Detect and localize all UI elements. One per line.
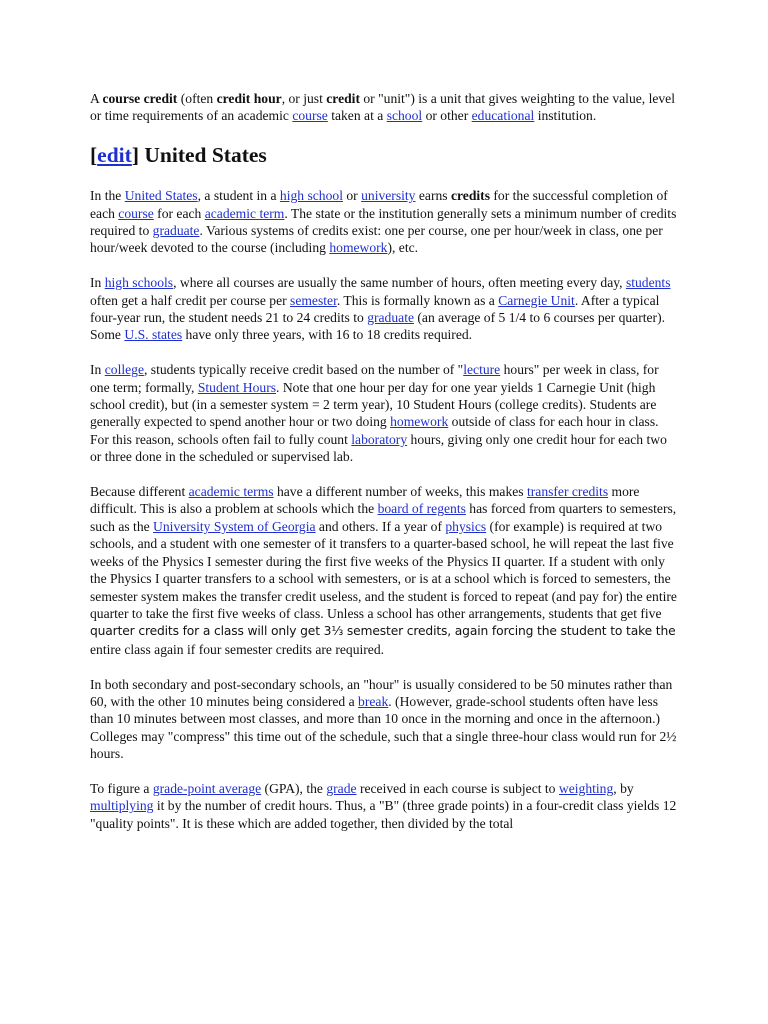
text: (often [177, 91, 217, 106]
bold-term: credits [450, 188, 490, 204]
bracket: [ [90, 143, 98, 168]
link-break[interactable]: break [358, 693, 389, 709]
link-board-of-regents[interactable]: board of regents [377, 501, 466, 517]
link-multiplying[interactable]: multiplying [90, 798, 154, 814]
text: , students typically receive credit based on the number of " [143, 362, 464, 378]
paragraph-gpa [90, 780, 680, 832]
link-grade-point-average[interactable]: grade-point average [152, 780, 262, 796]
text: , a student in a [197, 188, 280, 204]
link-physics[interactable]: physics [445, 518, 487, 534]
text: outside of class for each hour in class. For this reason, schools often fail to fully count [90, 414, 659, 447]
paragraph-college [90, 361, 680, 465]
text: hours" per week in class, for one term; formally, [90, 362, 659, 395]
link-academic-term[interactable]: academic term [204, 205, 285, 221]
text: A [90, 91, 103, 106]
text: Because different [90, 484, 189, 500]
text: . This is formally known as a [336, 292, 499, 308]
link-us-states[interactable]: U.S. states [124, 327, 183, 343]
paragraph-academic-terms [90, 483, 680, 658]
text: To figure a [90, 780, 153, 796]
paragraph-hour-definition [90, 676, 680, 763]
text: it by the number of credit hours. Thus, a "B" (three grade points) in a four-credit class yields 12 "quality points". It is these which are added together, then divided by the total [90, 798, 677, 831]
link-graduate[interactable]: graduate [152, 223, 200, 239]
text: institution. [534, 108, 597, 124]
text: , or just [281, 91, 327, 106]
link-college[interactable]: college [104, 362, 144, 378]
link-school[interactable]: school [386, 108, 423, 124]
text: In both secondary and post-secondary schools, an "hour" is usually considered to be 50 minutes rather than 60, with the other 10 minutes being considered a [90, 676, 673, 709]
bold-term: credit hour [216, 91, 282, 106]
paragraph-high-schools [90, 274, 680, 344]
text: (for example) is required at two schools, and a student with one semester of it transfers to a quarter-based school, he will repeat the last five weeks of the Physics I semester during the first five weeks of the Physics II quarter. If a student with only the Physics I quarter transfers to a school with semesters, or is at a school which is forced to semesters, the semester system makes the transfer credit useless, and the student is forced to repeat (and pay for) the entire quarter to take the first five weeks of class. Unless a school has other arrangements, students that get five [90, 518, 677, 621]
section-heading [90, 142, 680, 168]
link-university-system-of-georgia[interactable]: University System of Georgia [153, 518, 316, 534]
link-educational[interactable]: educational [471, 108, 535, 124]
text: received in each course is subject to [356, 780, 559, 796]
bold-term: credit [326, 91, 360, 106]
link-high-school[interactable]: high school [279, 188, 343, 204]
link-students[interactable]: students [625, 275, 671, 291]
link-university[interactable]: university [361, 188, 416, 204]
text: . The state or the institution generally sets a minimum number of credits required to [90, 205, 677, 239]
text: . Note that one hour per day for one year yields 1 Carnegie Unit (high school credit), but (in a semester system = 2 term year), 10 Student Hours (college credits). Students are generally expected to spend another hour or two doing [90, 379, 657, 430]
text: have a different number of weeks, this makes [273, 484, 527, 500]
link-course[interactable]: course [292, 108, 328, 124]
link-weighting[interactable]: weighting [558, 780, 614, 796]
text: more difficult. This is also a problem at schools which the [90, 484, 640, 517]
link-student-hours[interactable]: Student Hours [197, 379, 277, 395]
text: entire class again if four semester credits are required. [90, 641, 385, 657]
link-homework[interactable]: homework [390, 414, 449, 430]
link-graduate[interactable]: graduate [367, 310, 414, 326]
text: In [90, 362, 105, 378]
text: has forced from quarters to semesters, such as the [90, 501, 677, 534]
paragraph-us-credits [90, 187, 680, 257]
link-transfer-credits[interactable]: transfer credits [526, 484, 609, 500]
link-grade[interactable]: grade [326, 780, 357, 796]
text: . Various systems of credits exist: one per course, one per hour/week in class, one per hour/week devoted to the course (including [90, 223, 663, 256]
text: . After a typical four-year run, the student needs 21 to 24 credits to [90, 292, 660, 326]
text: . (However, grade-school students often have less than 10 minutes between most classes, and more than 10 once in the morning and once in the afternoon.) Colleges may "compress" this time out of the schedule, such that a single three-hour class would run for 2½ hours. [90, 693, 677, 762]
link-course[interactable]: course [118, 205, 154, 221]
text: earns [415, 188, 451, 204]
text: In [90, 275, 105, 291]
text: for each [153, 205, 205, 221]
text: and others. If a year of [315, 518, 446, 534]
link-academic-terms[interactable]: academic terms [188, 484, 274, 500]
link-laboratory[interactable]: laboratory [351, 431, 408, 447]
text: In the [90, 188, 125, 204]
text: ), etc. [387, 240, 419, 256]
text: have only three years, with 16 to 18 credits required. [182, 327, 473, 343]
text: , by [613, 780, 634, 796]
link-homework[interactable]: homework [329, 240, 388, 256]
text: or "unit") is a unit that gives weighting to the value, level or time requirements of an academic [90, 91, 675, 124]
link-united-states[interactable]: United States [124, 188, 198, 204]
link-semester[interactable]: semester [290, 292, 337, 308]
edit-link[interactable]: edit [97, 143, 132, 168]
bold-term: course credit [102, 91, 178, 106]
link-high-schools[interactable]: high schools [104, 275, 174, 291]
text: hours, giving only one credit hour for each two or three done in the scheduled or supervised lab. [90, 431, 667, 465]
link-lecture[interactable]: lecture [463, 362, 501, 378]
text: taken at a [327, 108, 387, 124]
section-title: United States [144, 143, 267, 168]
article-body [90, 90, 680, 850]
text-sans-line: quarter credits for a class will only get 3⅓ semester credits, again forcing the student to take the [90, 624, 676, 639]
bracket: ] [131, 143, 145, 168]
intro-paragraph [90, 90, 680, 125]
link-carnegie-unit[interactable]: Carnegie Unit [498, 292, 575, 308]
text: (GPA), the [261, 780, 327, 796]
text: or other [422, 108, 472, 124]
text: for the successful completion of each [90, 188, 668, 221]
text: often get a half credit per course per [90, 292, 291, 308]
text: or [342, 188, 362, 204]
text: (an average of 5 1/4 to 6 courses per quarter). Some [90, 310, 665, 343]
text: , where all courses are usually the same number of hours, often meeting every day, [173, 275, 626, 291]
